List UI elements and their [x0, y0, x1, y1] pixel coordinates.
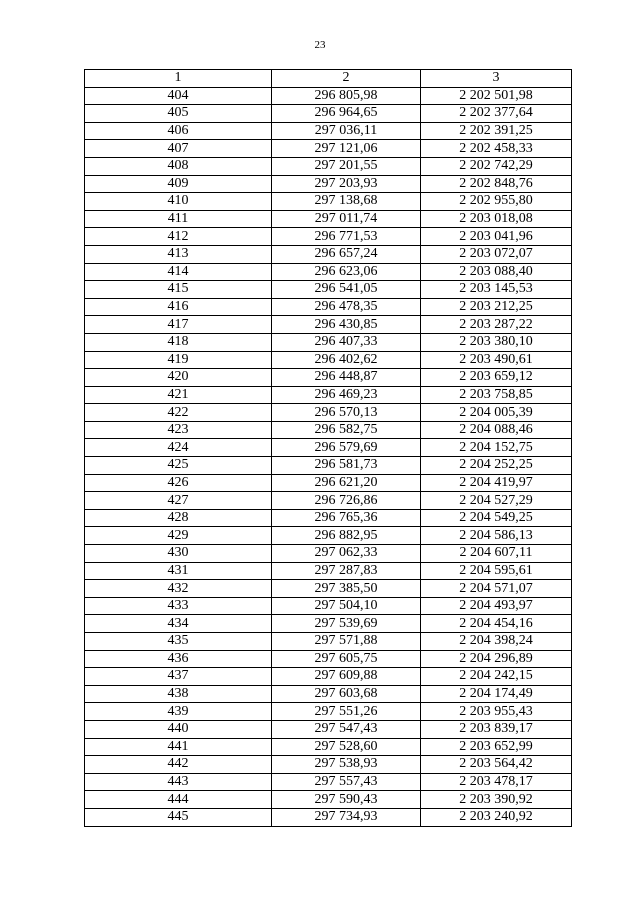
- table-row: [85, 474, 572, 492]
- table-row: [85, 175, 572, 193]
- x-coordinate-cell: 297 590,43: [272, 791, 421, 809]
- point-number-cell: 422: [85, 404, 272, 422]
- point-number-cell: 411: [85, 210, 272, 228]
- point-number-cell: 413: [85, 245, 272, 263]
- y-coordinate-cell: 2 204 549,25: [421, 509, 572, 527]
- y-coordinate-cell: 2 204 088,46: [421, 421, 572, 439]
- table-row: [85, 298, 572, 316]
- x-coordinate-cell: 297 287,83: [272, 562, 421, 580]
- table-row: [85, 316, 572, 334]
- y-coordinate-cell: 2 203 478,17: [421, 773, 572, 791]
- page-number: 23: [314, 39, 326, 51]
- y-coordinate-cell: 2 203 041,96: [421, 228, 572, 246]
- point-number-cell: 407: [85, 140, 272, 158]
- point-number-cell: 406: [85, 122, 272, 140]
- x-coordinate-cell: 296 765,36: [272, 509, 421, 527]
- y-coordinate-cell: 2 204 296,89: [421, 650, 572, 668]
- x-coordinate-cell: 296 623,06: [272, 263, 421, 281]
- point-number-cell: 415: [85, 281, 272, 299]
- x-coordinate-cell: 297 734,93: [272, 808, 421, 826]
- point-number-cell: 412: [85, 228, 272, 246]
- point-number-cell: 424: [85, 439, 272, 457]
- x-coordinate-cell: 297 062,33: [272, 545, 421, 563]
- x-coordinate-cell: 297 385,50: [272, 580, 421, 598]
- x-coordinate-cell: 296 478,35: [272, 298, 421, 316]
- table-row: [85, 738, 572, 756]
- y-coordinate-cell: 2 203 145,53: [421, 281, 572, 299]
- point-number-cell: 440: [85, 720, 272, 738]
- point-number-cell: 445: [85, 808, 272, 826]
- table-row: [85, 228, 572, 246]
- table-row: [85, 140, 572, 158]
- table-row: [85, 281, 572, 299]
- table-row: [85, 756, 572, 774]
- point-number-cell: 436: [85, 650, 272, 668]
- point-number-cell: 434: [85, 615, 272, 633]
- point-number-cell: 410: [85, 193, 272, 211]
- table-row: [85, 157, 572, 175]
- point-number-cell: 432: [85, 580, 272, 598]
- table-row: [85, 720, 572, 738]
- x-coordinate-cell: 296 430,85: [272, 316, 421, 334]
- x-coordinate-cell: 297 547,43: [272, 720, 421, 738]
- y-coordinate-cell: 2 203 072,07: [421, 245, 572, 263]
- point-number-cell: 416: [85, 298, 272, 316]
- y-coordinate-cell: 2 203 758,85: [421, 386, 572, 404]
- point-number-cell: 444: [85, 791, 272, 809]
- y-coordinate-cell: 2 202 391,25: [421, 122, 572, 140]
- point-number-cell: 427: [85, 492, 272, 510]
- table-row: [85, 685, 572, 703]
- point-number-cell: 438: [85, 685, 272, 703]
- table-row: [85, 333, 572, 351]
- point-number-cell: 433: [85, 597, 272, 615]
- x-coordinate-cell: 296 541,05: [272, 281, 421, 299]
- x-coordinate-cell: 297 538,93: [272, 756, 421, 774]
- table-row: [85, 703, 572, 721]
- table-row: [85, 633, 572, 651]
- point-number-cell: 421: [85, 386, 272, 404]
- table-row: [85, 369, 572, 387]
- y-coordinate-cell: 2 203 564,42: [421, 756, 572, 774]
- point-number-cell: 442: [85, 756, 272, 774]
- table-row: [85, 87, 572, 105]
- y-coordinate-cell: 2 202 501,98: [421, 87, 572, 105]
- y-coordinate-cell: 2 204 571,07: [421, 580, 572, 598]
- table-row: [85, 492, 572, 510]
- y-coordinate-cell: 2 203 212,25: [421, 298, 572, 316]
- point-number-cell: 419: [85, 351, 272, 369]
- x-coordinate-cell: 296 621,20: [272, 474, 421, 492]
- x-coordinate-cell: 296 882,95: [272, 527, 421, 545]
- column-header-point: 1: [85, 70, 272, 88]
- table-row: [85, 580, 572, 598]
- y-coordinate-cell: 2 202 848,76: [421, 175, 572, 193]
- y-coordinate-cell: 2 204 607,11: [421, 545, 572, 563]
- table-row: [85, 404, 572, 422]
- point-number-cell: 425: [85, 457, 272, 475]
- x-coordinate-cell: 296 581,73: [272, 457, 421, 475]
- table-row: [85, 808, 572, 826]
- y-coordinate-cell: 2 203 287,22: [421, 316, 572, 334]
- column-header-x: 2: [272, 70, 421, 88]
- point-number-cell: 429: [85, 527, 272, 545]
- table-row: [85, 105, 572, 123]
- point-number-cell: 414: [85, 263, 272, 281]
- table-row: [85, 509, 572, 527]
- x-coordinate-cell: 297 203,93: [272, 175, 421, 193]
- table-header-row: [85, 70, 572, 88]
- x-coordinate-cell: 297 557,43: [272, 773, 421, 791]
- y-coordinate-cell: 2 204 242,15: [421, 668, 572, 686]
- x-coordinate-cell: 296 805,98: [272, 87, 421, 105]
- x-coordinate-cell: 296 402,62: [272, 351, 421, 369]
- x-coordinate-cell: 296 657,24: [272, 245, 421, 263]
- y-coordinate-cell: 2 204 419,97: [421, 474, 572, 492]
- point-number-cell: 437: [85, 668, 272, 686]
- y-coordinate-cell: 2 204 398,24: [421, 633, 572, 651]
- y-coordinate-cell: 2 204 595,61: [421, 562, 572, 580]
- table-row: [85, 615, 572, 633]
- x-coordinate-cell: 296 771,53: [272, 228, 421, 246]
- x-coordinate-cell: 296 582,75: [272, 421, 421, 439]
- table-row: [85, 245, 572, 263]
- x-coordinate-cell: 296 964,65: [272, 105, 421, 123]
- x-coordinate-cell: 296 726,86: [272, 492, 421, 510]
- table-row: [85, 421, 572, 439]
- x-coordinate-cell: 297 609,88: [272, 668, 421, 686]
- y-coordinate-cell: 2 203 390,92: [421, 791, 572, 809]
- table-row: [85, 650, 572, 668]
- x-coordinate-cell: 297 121,06: [272, 140, 421, 158]
- table-row: [85, 597, 572, 615]
- table-row: [85, 545, 572, 563]
- point-number-cell: 430: [85, 545, 272, 563]
- table-row: [85, 457, 572, 475]
- table-row: [85, 439, 572, 457]
- y-coordinate-cell: 2 203 240,92: [421, 808, 572, 826]
- table-row: [85, 386, 572, 404]
- point-number-cell: 435: [85, 633, 272, 651]
- point-number-cell: 420: [85, 369, 272, 387]
- y-coordinate-cell: 2 204 152,75: [421, 439, 572, 457]
- table-row: [85, 122, 572, 140]
- table-body: [85, 87, 572, 826]
- point-number-cell: 404: [85, 87, 272, 105]
- y-coordinate-cell: 2 204 174,49: [421, 685, 572, 703]
- point-number-cell: 418: [85, 333, 272, 351]
- y-coordinate-cell: 2 202 377,64: [421, 105, 572, 123]
- table-row: [85, 791, 572, 809]
- point-number-cell: 423: [85, 421, 272, 439]
- y-coordinate-cell: 2 202 458,33: [421, 140, 572, 158]
- table-row: [85, 773, 572, 791]
- x-coordinate-cell: 297 036,11: [272, 122, 421, 140]
- x-coordinate-cell: 297 551,26: [272, 703, 421, 721]
- y-coordinate-cell: 2 203 955,43: [421, 703, 572, 721]
- table-row: [85, 562, 572, 580]
- y-coordinate-cell: 2 203 490,61: [421, 351, 572, 369]
- x-coordinate-cell: 297 011,74: [272, 210, 421, 228]
- y-coordinate-cell: 2 203 652,99: [421, 738, 572, 756]
- table-row: [85, 210, 572, 228]
- y-coordinate-cell: 2 204 493,97: [421, 597, 572, 615]
- x-coordinate-cell: 297 571,88: [272, 633, 421, 651]
- y-coordinate-cell: 2 202 742,29: [421, 157, 572, 175]
- y-coordinate-cell: 2 203 659,12: [421, 369, 572, 387]
- table-row: [85, 263, 572, 281]
- point-number-cell: 443: [85, 773, 272, 791]
- y-coordinate-cell: 2 204 527,29: [421, 492, 572, 510]
- x-coordinate-cell: 296 469,23: [272, 386, 421, 404]
- x-coordinate-cell: 297 603,68: [272, 685, 421, 703]
- x-coordinate-cell: 297 539,69: [272, 615, 421, 633]
- x-coordinate-cell: 297 201,55: [272, 157, 421, 175]
- y-coordinate-cell: 2 204 005,39: [421, 404, 572, 422]
- table-row: [85, 193, 572, 211]
- y-coordinate-cell: 2 203 839,17: [421, 720, 572, 738]
- coordinates-table: [84, 69, 572, 827]
- x-coordinate-cell: 297 504,10: [272, 597, 421, 615]
- point-number-cell: 431: [85, 562, 272, 580]
- y-coordinate-cell: 2 203 018,08: [421, 210, 572, 228]
- x-coordinate-cell: 296 448,87: [272, 369, 421, 387]
- point-number-cell: 408: [85, 157, 272, 175]
- y-coordinate-cell: 2 203 380,10: [421, 333, 572, 351]
- y-coordinate-cell: 2 204 454,16: [421, 615, 572, 633]
- point-number-cell: 405: [85, 105, 272, 123]
- point-number-cell: 428: [85, 509, 272, 527]
- table-row: [85, 668, 572, 686]
- x-coordinate-cell: 297 605,75: [272, 650, 421, 668]
- table-row: [85, 351, 572, 369]
- y-coordinate-cell: 2 203 088,40: [421, 263, 572, 281]
- point-number-cell: 441: [85, 738, 272, 756]
- point-number-cell: 417: [85, 316, 272, 334]
- point-number-cell: 426: [85, 474, 272, 492]
- y-coordinate-cell: 2 204 252,25: [421, 457, 572, 475]
- table-row: [85, 527, 572, 545]
- x-coordinate-cell: 296 579,69: [272, 439, 421, 457]
- y-coordinate-cell: 2 202 955,80: [421, 193, 572, 211]
- point-number-cell: 409: [85, 175, 272, 193]
- x-coordinate-cell: 297 528,60: [272, 738, 421, 756]
- x-coordinate-cell: 296 570,13: [272, 404, 421, 422]
- point-number-cell: 439: [85, 703, 272, 721]
- x-coordinate-cell: 296 407,33: [272, 333, 421, 351]
- y-coordinate-cell: 2 204 586,13: [421, 527, 572, 545]
- column-header-y: 3: [421, 70, 572, 88]
- x-coordinate-cell: 297 138,68: [272, 193, 421, 211]
